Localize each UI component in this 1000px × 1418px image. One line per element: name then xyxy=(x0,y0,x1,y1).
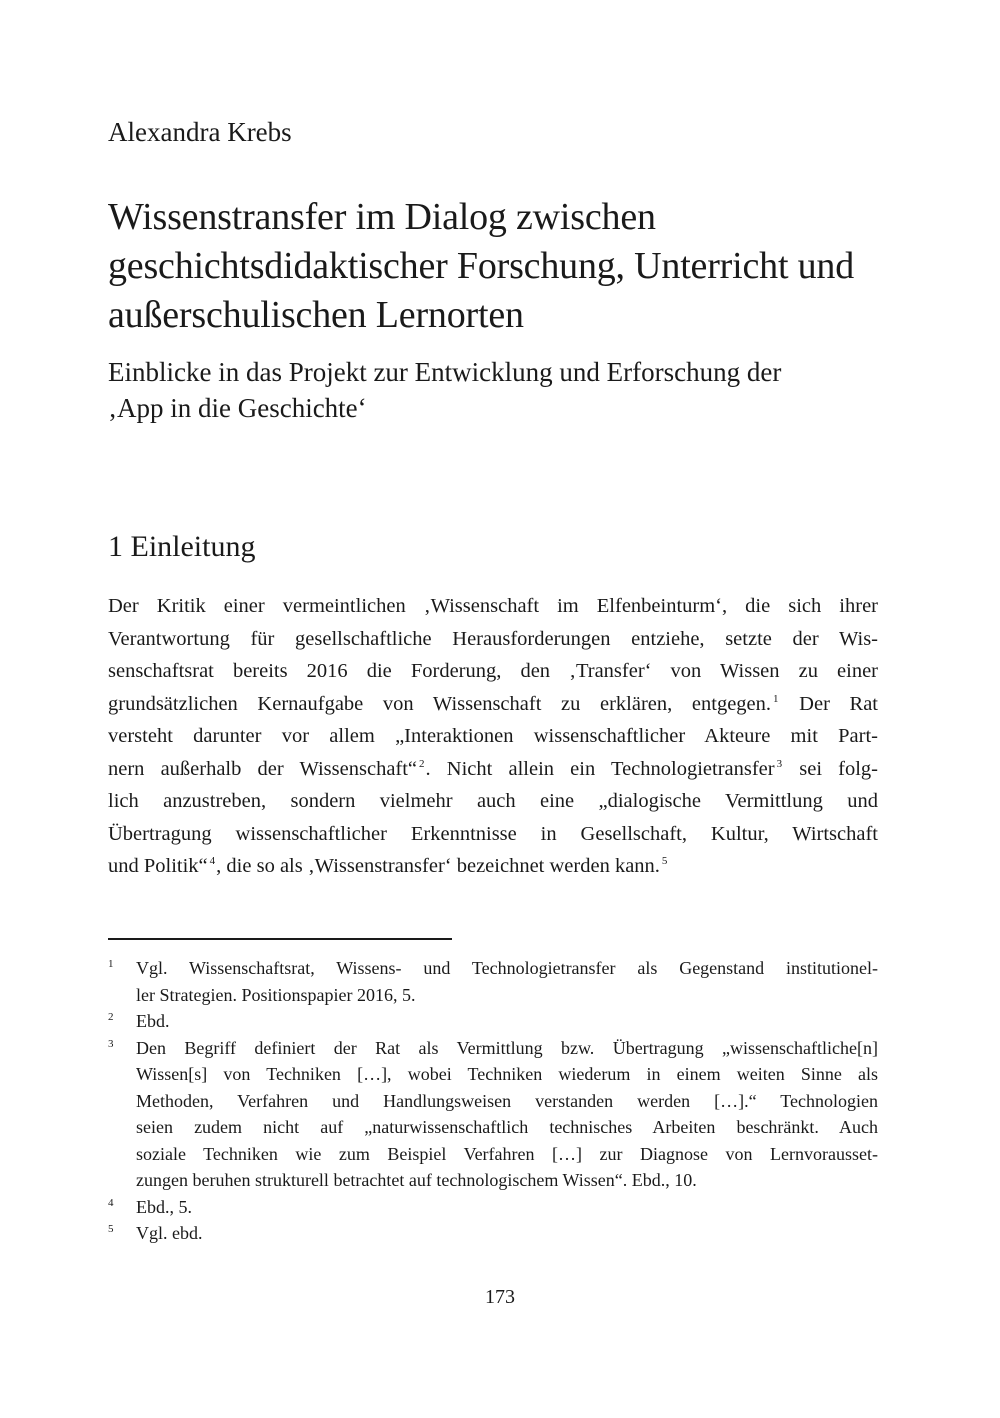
footnote-line: Methoden, Verfahren und Handlungsweisen verstanden werden […].“ Technologien xyxy=(136,1090,878,1111)
paragraph-text: . Nicht allein ein Technologietransfer xyxy=(425,757,775,780)
footnote-4 xyxy=(108,1194,878,1221)
footnote-number: 5 xyxy=(108,1223,114,1235)
body-paragraph xyxy=(108,590,878,883)
footnote-line: Wissen[s] von Techniken […], wobei Techniken wiederum in einem weiten Sinne als xyxy=(136,1064,878,1084)
page-number: 173 xyxy=(485,1286,515,1308)
footnote-2 xyxy=(108,1008,878,1035)
paragraph-text: grundsätzlichen Kernaufgabe von Wissenschaft zu erklären, entgegen. xyxy=(108,692,772,715)
author-name: Alexandra Krebs xyxy=(108,117,292,147)
chapter-title xyxy=(108,193,854,340)
paragraph-line: Der Kritik einer vermeintlichen ‚Wissenschaft im Elfenbeinturm‘, die sich ihrer xyxy=(108,595,878,617)
footnote-line: Den Begriff definiert der Rat als Vermittlung bzw. Übertragung „wissenschaftliche[n] xyxy=(136,1037,878,1058)
footnote-reference[interactable]: 4 xyxy=(209,855,216,867)
footnote-1 xyxy=(108,955,878,1008)
footnote-line: zungen beruhen strukturell betrachtet auf technologischem Wissen“. Ebd., 10. xyxy=(136,1170,697,1190)
paragraph-text: und Politik“ xyxy=(108,855,208,877)
paragraph-line xyxy=(108,753,878,786)
footnote-line: Vgl. ebd. xyxy=(136,1223,203,1243)
paragraph-line xyxy=(108,850,878,883)
paragraph-line: senschaftsrat bereits 2016 die Forderung, den ‚Transfer‘ von Wissen zu einer xyxy=(108,660,878,682)
subtitle-line: ‚App in die Geschichte‘ xyxy=(108,393,367,423)
footnote-number: 3 xyxy=(108,1037,114,1050)
footnote-3 xyxy=(108,1035,878,1194)
footnote-line: Ebd., 5. xyxy=(136,1196,192,1217)
footnote-separator xyxy=(108,938,452,940)
footnote-reference[interactable]: 3 xyxy=(776,757,783,770)
paragraph-line: lich anzustreben, sondern vielmehr auch eine „dialogische Vermittlung und xyxy=(108,790,878,812)
footnote-reference[interactable]: 1 xyxy=(773,692,779,705)
paragraph-text: sei folg- xyxy=(799,757,879,780)
title-line: Wissenstransfer im Dialog zwischen xyxy=(108,196,656,238)
footnote-line: ler Strategien. Positionspapier 2016, 5. xyxy=(136,984,416,1005)
footnote-line: seien zudem nicht auf „naturwissenschaftlich technisches Arbeiten beschränkt. Auch xyxy=(136,1117,878,1137)
footnote-reference[interactable]: 2 xyxy=(419,757,425,770)
footnote-line: Ebd. xyxy=(136,1011,170,1031)
chapter-subtitle xyxy=(108,354,781,426)
title-line: geschichtsdidaktischer Forschung, Unterricht und xyxy=(108,245,855,287)
footnote-number: 1 xyxy=(108,958,114,970)
footnote-line: Vgl. Wissenschaftsrat, Wissens- und Technologietransfer als Gegenstand institutionel- xyxy=(136,958,878,978)
paragraph-text: nern außerhalb der Wissenschaft“ xyxy=(108,757,418,780)
footnote-5 xyxy=(108,1220,878,1247)
footnote-reference[interactable]: 5 xyxy=(661,855,668,867)
footnotes xyxy=(108,955,878,1247)
paragraph-text: , die so als ‚Wissenstransfer‘ bezeichnet werden kann. xyxy=(216,855,660,877)
paragraph-line xyxy=(108,688,878,721)
footnote-number: 2 xyxy=(108,1011,114,1023)
section-heading: 1 Einleitung xyxy=(108,530,256,563)
title-line: außerschulischen Lernorten xyxy=(108,294,524,336)
subtitle-line: Einblicke in das Projekt zur Entwicklung und Erforschung der xyxy=(108,357,782,387)
paragraph-line: versteht darunter vor allem „Interaktionen wissenschaftlicher Akteure mit Part- xyxy=(108,725,878,747)
footnote-number: 4 xyxy=(108,1196,114,1209)
paragraph-text: Der Rat xyxy=(799,692,879,715)
paragraph-line: Übertragung wissenschaftlicher Erkenntnisse in Gesellschaft, Kultur, Wirtschaft xyxy=(108,822,878,845)
footnote-line: soziale Techniken wie zum Beispiel Verfahren […] zur Diagnose von Lernvorausset- xyxy=(136,1143,878,1164)
paragraph-line: Verantwortung für gesellschaftliche Herausforderungen entziehe, setzte der Wis- xyxy=(108,627,878,650)
